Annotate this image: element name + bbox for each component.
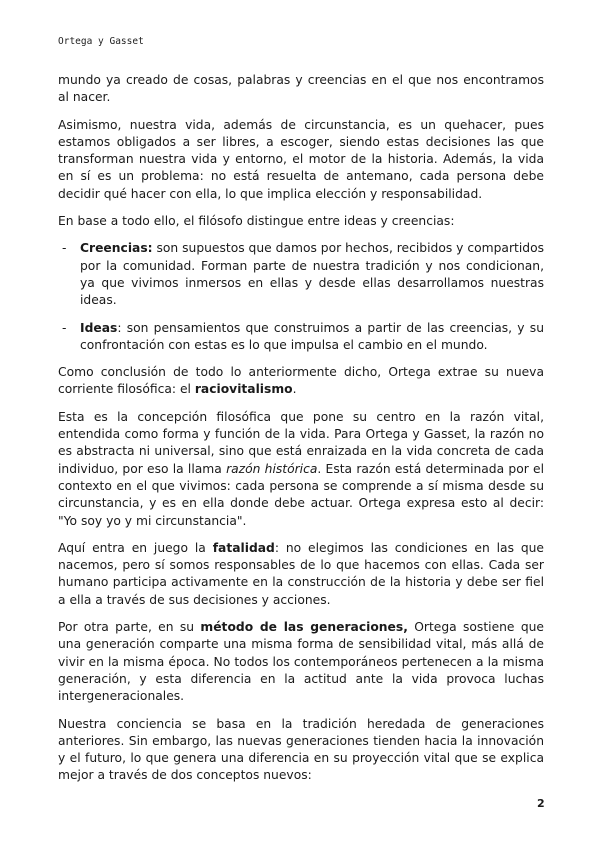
running-header: Ortega y Gasset	[58, 36, 144, 47]
bullet-dash: -	[62, 241, 67, 256]
text-run: .	[292, 382, 297, 397]
text-run: Ortega sostiene que una generación comparte una misma forma de sensibilidad vital, más allá de vivir en la misma época. No todos los contemporáneos pertenecen a la misma generación, y esta diferencia en la actitud ante la vida provoca luchas intergeneracionales.	[58, 620, 544, 704]
paragraph: Nuestra conciencia se basa en la tradición heredada de generaciones anteriores. Sin embargo, las nuevas generaciones tienden hacia la innovación y el futuro, lo que genera una diferencia en su proyección vital que se explica mejor a través de dos conceptos nuevos:	[58, 716, 544, 783]
paragraph	[58, 540, 544, 609]
paragraph	[58, 409, 544, 530]
bullet-dash: -	[62, 320, 67, 335]
paragraph: mundo ya creado de cosas, palabras y creencias en el que nos encontramos al nacer.	[58, 73, 544, 105]
text-run: Esta es la concepción filosófica que pone su centro en la razón vital, entendida como forma y función de la vida. Para Ortega y Gasset, la razón no es abstracta ni universal, sino que está enraizada en la vida concreta de cada individuo, por eso la llama	[58, 409, 544, 476]
text-run: : no elegimos las condiciones en las que nacemos, pero sí somos responsables de lo que hacemos con ellas. Cada ser humano participa activamente en la construcción de la historia y debe ser fiel a ella a través de sus decisiones y acciones.	[58, 540, 544, 607]
text-run: . Esta razón está determinada por el contexto en el que vivimos: cada persona se comprende a sí misma desde su circunstancia, y es en ella donde debe actuar. Ortega expresa esto al decir: "Yo soy yo y mi circunstancia".	[58, 461, 544, 528]
term-metodo-generaciones: método de las generaciones,	[200, 620, 408, 635]
paragraph	[58, 364, 544, 399]
paragraph: En base a todo ello, el filósofo distingue entre ideas y creencias:	[58, 214, 455, 229]
term-creencias: Creencias:	[80, 241, 153, 256]
page-number: 2	[537, 797, 545, 810]
term-fatalidad: fatalidad	[212, 540, 275, 555]
term-ideas: Ideas	[80, 320, 118, 335]
list-item-ideas	[58, 320, 544, 355]
list-item-creencias	[58, 240, 544, 309]
text-run: Por otra parte, en su	[58, 620, 201, 635]
term-razon-historica: razón histórica	[226, 461, 318, 476]
text-run: Aquí entra en juego la	[58, 540, 213, 555]
term-raciovitalismo: raciovitalismo	[194, 382, 293, 397]
paragraph: Asimismo, nuestra vida, además de circunstancia, es un quehacer, pues estamos obligados a ser libres, a escoger, siendo estas decisiones las que transforman nuestra vida y entorno, el motor de la historia. Además, la vida en sí es un problema: no está resuelta de antemano, cada persona debe decidir qué hacer con ella, lo que implica elección y responsabilidad.	[58, 117, 544, 201]
definition-text: son supuestos que damos por hechos, recibidos y compartidos por la comunidad. Forman parte de nuestra tradición y nos condicionan, ya que vivimos inmersos en ellas y desde ellas desarrollamos nuestras ideas.	[80, 241, 544, 308]
paragraph	[58, 619, 544, 705]
document-body	[58, 72, 544, 795]
definition-text: : son pensamientos que construimos a partir de las creencias, y su confrontación con estas es lo que impulsa el cambio en el mundo.	[80, 320, 544, 352]
text-run: Como conclusión de todo lo anteriormente dicho, Ortega extrae su nueva corriente filosófica: el	[58, 365, 544, 397]
